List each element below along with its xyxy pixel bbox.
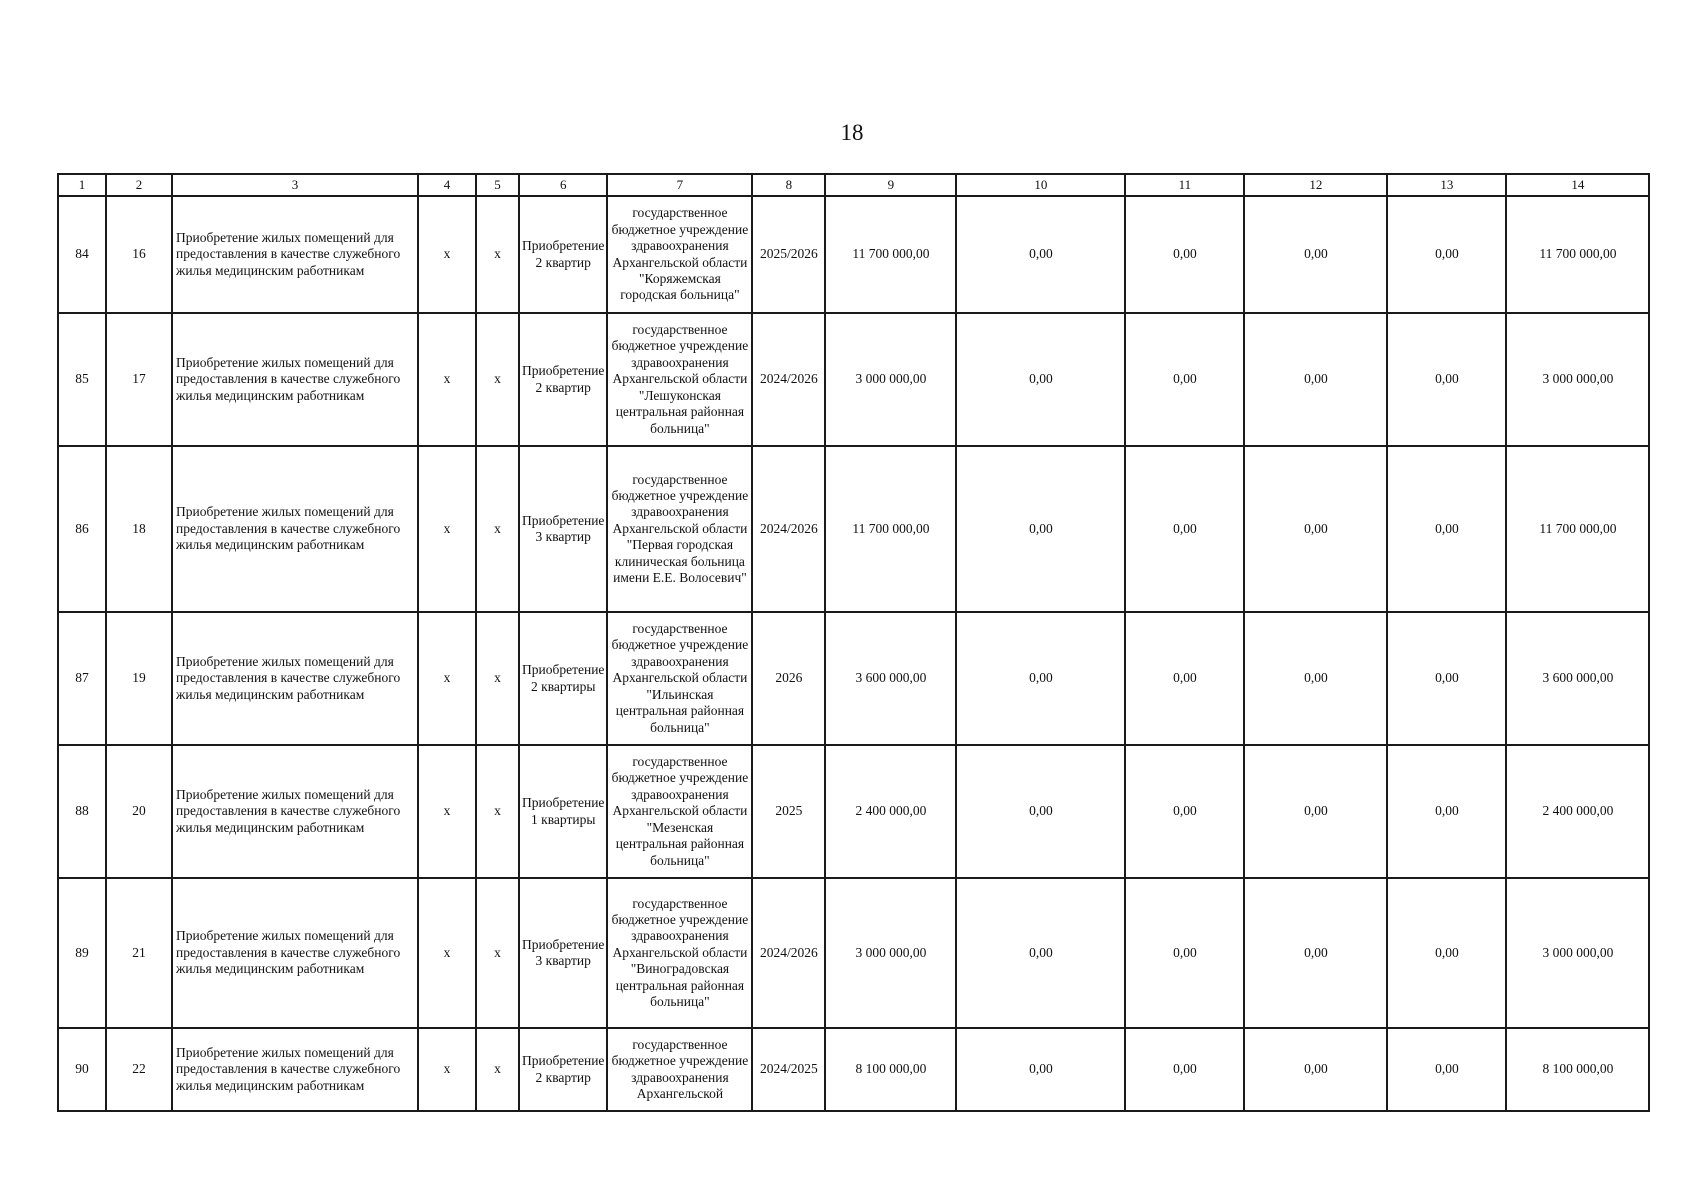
cell-col14: 3 600 000,00: [1506, 612, 1649, 745]
cell-col5: х: [476, 1028, 519, 1111]
cell-row-number: 86: [58, 446, 106, 612]
cell-col10: 0,00: [956, 196, 1125, 313]
cell-organization: государственное бюджетное учреждение здравоохранения Архангельской области "Коряжемская городская больница": [607, 196, 752, 313]
cell-organization: государственное бюджетное учреждение здравоохранения Архангельской области "Первая городская клиническая больница имени Е.Е. Волосевич": [607, 446, 752, 612]
cell-col14: 3 000 000,00: [1506, 878, 1649, 1028]
cell-period: 2024/2026: [752, 313, 825, 446]
cell-col4: х: [418, 878, 476, 1028]
cell-col5: х: [476, 878, 519, 1028]
cell-col5: х: [476, 313, 519, 446]
cell-col14: 11 700 000,00: [1506, 196, 1649, 313]
cell-object: Приобретение 1 квартиры: [519, 745, 607, 878]
cell-object: Приобретение 2 квартиры: [519, 612, 607, 745]
cell-col14: 3 000 000,00: [1506, 313, 1649, 446]
cell-total: 3 000 000,00: [825, 878, 956, 1028]
table-row: [58, 196, 1649, 313]
cell-col4: х: [418, 313, 476, 446]
cell-col5: х: [476, 196, 519, 313]
cell-col11: 0,00: [1125, 196, 1244, 313]
cell-period: 2024/2025: [752, 1028, 825, 1111]
cell-object: Приобретение 2 квартир: [519, 196, 607, 313]
table-body: [58, 174, 1649, 1111]
page-number: 18: [840, 120, 864, 145]
cell-organization: государственное бюджетное учреждение здравоохранения Архангельской области "Лешуконская центральная районная больница": [607, 313, 752, 446]
table-row: [58, 612, 1649, 745]
cell-col12: 0,00: [1244, 878, 1387, 1028]
cell-period: 2024/2026: [752, 446, 825, 612]
cell-col5: х: [476, 446, 519, 612]
cell-col12: 0,00: [1244, 612, 1387, 745]
cell-col13: 0,00: [1387, 313, 1506, 446]
cell-organization: государственное бюджетное учреждение здравоохранения Архангельской области "Ильинская центральная районная больница": [607, 612, 752, 745]
cell-event-name: Приобретение жилых помещений для предоставления в качестве служебного жилья медицинским работникам: [172, 196, 418, 313]
cell-col11: 0,00: [1125, 745, 1244, 878]
cell-organization: государственное бюджетное учреждение здравоохранения Архангельской области "Виноградовская центральная районная больница": [607, 878, 752, 1028]
col-header: 14: [1506, 174, 1649, 196]
cell-event-name: Приобретение жилых помещений для предоставления в качестве служебного жилья медицинским работникам: [172, 878, 418, 1028]
col-header: 3: [172, 174, 418, 196]
cell-col10: 0,00: [956, 878, 1125, 1028]
cell-col5: х: [476, 612, 519, 745]
cell-event-name: Приобретение жилых помещений для предоставления в качестве служебного жилья медицинским работникам: [172, 446, 418, 612]
cell-total: 11 700 000,00: [825, 196, 956, 313]
cell-period: 2025/2026: [752, 196, 825, 313]
cell-sub-number: 18: [106, 446, 172, 612]
cell-col11: 0,00: [1125, 612, 1244, 745]
cell-col12: 0,00: [1244, 446, 1387, 612]
cell-total: 3 000 000,00: [825, 313, 956, 446]
cell-col11: 0,00: [1125, 878, 1244, 1028]
cell-col10: 0,00: [956, 446, 1125, 612]
col-header: 4: [418, 174, 476, 196]
cell-object: Приобретение 2 квартир: [519, 1028, 607, 1111]
cell-col13: 0,00: [1387, 878, 1506, 1028]
cell-col4: х: [418, 1028, 476, 1111]
col-header: 6: [519, 174, 607, 196]
cell-col4: х: [418, 446, 476, 612]
cell-sub-number: 17: [106, 313, 172, 446]
cell-col4: х: [418, 745, 476, 878]
cell-col11: 0,00: [1125, 1028, 1244, 1111]
cell-object: Приобретение 3 квартир: [519, 878, 607, 1028]
cell-event-name: Приобретение жилых помещений для предоставления в качестве служебного жилья медицинским работникам: [172, 612, 418, 745]
cell-col13: 0,00: [1387, 446, 1506, 612]
cell-event-name: Приобретение жилых помещений для предоставления в качестве служебного жилья медицинским работникам: [172, 745, 418, 878]
table-row: [58, 313, 1649, 446]
cell-object: Приобретение 3 квартир: [519, 446, 607, 612]
cell-event-name: Приобретение жилых помещений для предоставления в качестве служебного жилья медицинским работникам: [172, 1028, 418, 1111]
cell-col10: 0,00: [956, 313, 1125, 446]
cell-row-number: 87: [58, 612, 106, 745]
cell-col4: х: [418, 612, 476, 745]
table-row: [58, 745, 1649, 878]
cell-col12: 0,00: [1244, 1028, 1387, 1111]
cell-sub-number: 19: [106, 612, 172, 745]
cell-col13: 0,00: [1387, 196, 1506, 313]
cell-col10: 0,00: [956, 745, 1125, 878]
cell-col12: 0,00: [1244, 313, 1387, 446]
cell-col5: х: [476, 745, 519, 878]
cell-total: 11 700 000,00: [825, 446, 956, 612]
cell-sub-number: 16: [106, 196, 172, 313]
cell-sub-number: 20: [106, 745, 172, 878]
col-header: 7: [607, 174, 752, 196]
cell-period: 2025: [752, 745, 825, 878]
cell-col14: 8 100 000,00: [1506, 1028, 1649, 1111]
cell-total: 2 400 000,00: [825, 745, 956, 878]
col-header: 5: [476, 174, 519, 196]
cell-col12: 0,00: [1244, 196, 1387, 313]
cell-col10: 0,00: [956, 612, 1125, 745]
cell-object: Приобретение 2 квартир: [519, 313, 607, 446]
cell-col11: 0,00: [1125, 313, 1244, 446]
cell-organization: государственное бюджетное учреждение здравоохранения Архангельской области "Мезенская центральная районная больница": [607, 745, 752, 878]
cell-col13: 0,00: [1387, 745, 1506, 878]
cell-col11: 0,00: [1125, 446, 1244, 612]
header-row: [58, 174, 1649, 196]
cell-sub-number: 21: [106, 878, 172, 1028]
cell-row-number: 89: [58, 878, 106, 1028]
cell-col4: х: [418, 196, 476, 313]
col-header: 12: [1244, 174, 1387, 196]
col-header: 11: [1125, 174, 1244, 196]
col-header: 1: [58, 174, 106, 196]
cell-row-number: 90: [58, 1028, 106, 1111]
table-row: [58, 878, 1649, 1028]
col-header: 2: [106, 174, 172, 196]
col-header: 8: [752, 174, 825, 196]
cell-row-number: 85: [58, 313, 106, 446]
cell-row-number: 88: [58, 745, 106, 878]
col-header: 10: [956, 174, 1125, 196]
cell-row-number: 84: [58, 196, 106, 313]
cell-period: 2026: [752, 612, 825, 745]
cell-organization: государственное бюджетное учреждение здравоохранения Архангельской: [607, 1028, 752, 1111]
cell-total: 8 100 000,00: [825, 1028, 956, 1111]
col-header: 9: [825, 174, 956, 196]
cell-col13: 0,00: [1387, 1028, 1506, 1111]
cell-event-name: Приобретение жилых помещений для предоставления в качестве служебного жилья медицинским работникам: [172, 313, 418, 446]
table-row: [58, 1028, 1649, 1111]
cell-col14: 11 700 000,00: [1506, 446, 1649, 612]
cell-col14: 2 400 000,00: [1506, 745, 1649, 878]
col-header: 13: [1387, 174, 1506, 196]
table-row: [58, 446, 1649, 612]
cell-col13: 0,00: [1387, 612, 1506, 745]
cell-sub-number: 22: [106, 1028, 172, 1111]
cell-total: 3 600 000,00: [825, 612, 956, 745]
cell-col12: 0,00: [1244, 745, 1387, 878]
cell-period: 2024/2026: [752, 878, 825, 1028]
data-table: [57, 173, 1650, 1112]
cell-col10: 0,00: [956, 1028, 1125, 1111]
